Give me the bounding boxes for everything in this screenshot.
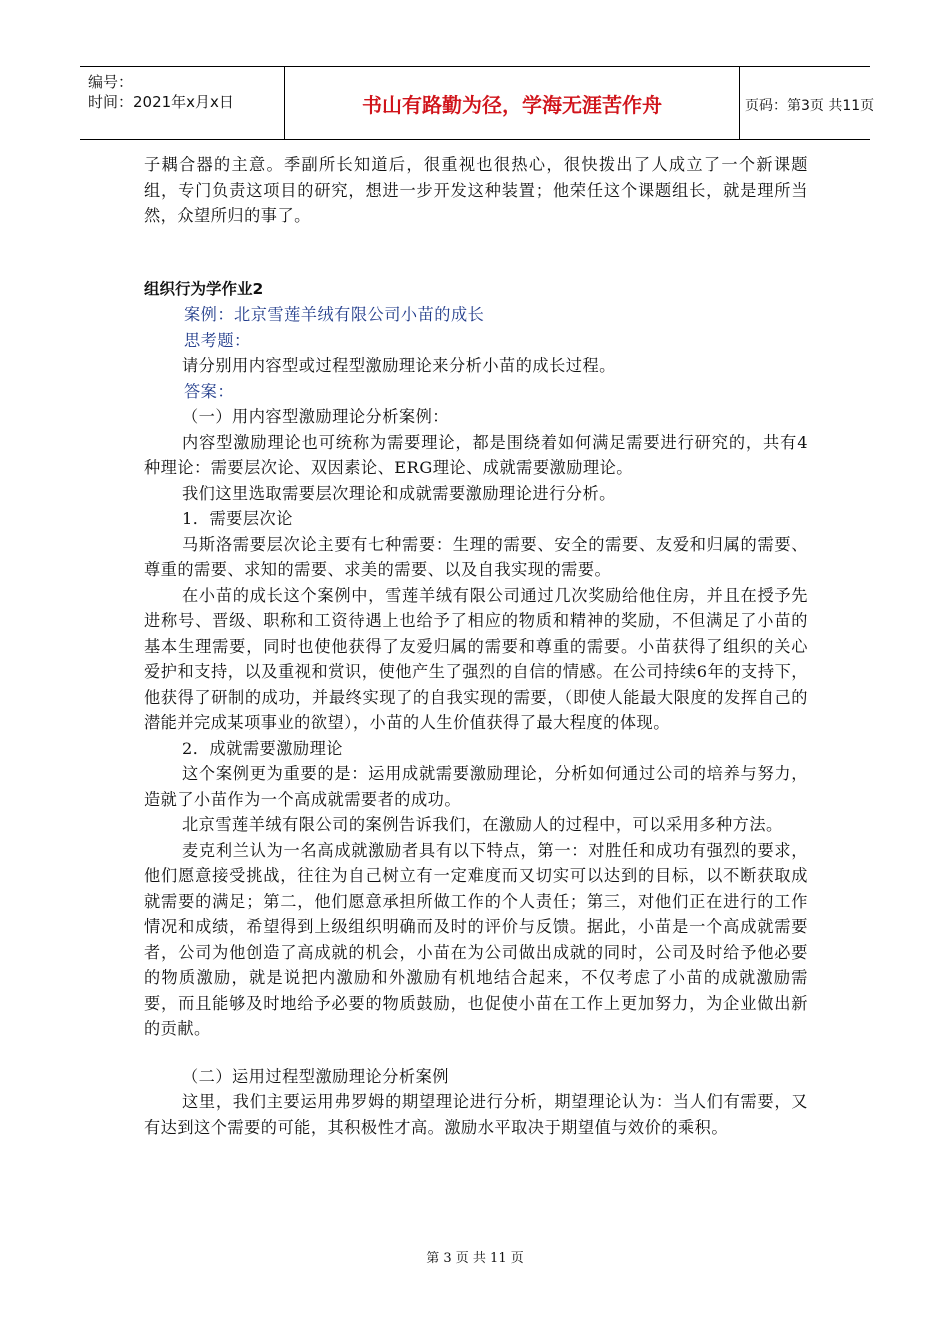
header-left-cell (80, 67, 284, 139)
paragraph-7: 麦克利兰认为一名高成就激励者具有以下特点，第一：对胜任和成功有强烈的要求，他们愿意接受挑战，往往为自己树立有一定难度而又切实可以达到的目标，以不断获取成就需要的满足；第二，他们愿意承担所做工作的个人责任；第三，对他们正在进行的工作情况和成绩，希望得到上级组织明确而及时的评价与反馈。据此，小苗是一个高成就需要者，公司为他创造了高成就的机会，小苗在为公司做出成就的同时，公司及时给予他必要的物质激励，就是说把内激励和外激励有机地结合起来，不仅考虑了小苗的成就激励需要，而且能够及时地给予必要的物质鼓励，也促使小苗在工作上更加努力，为企业做出新的贡献。 (144, 840, 808, 1038)
part2-heading: （二）运用过程型激励理论分析案例 (182, 1066, 449, 1086)
paragraph-4: 在小苗的成长这个案例中，雪莲羊绒有限公司通过几次奖励给他住房，并且在授予先进称号、晋级、职称和工资待遇上也给予了相应的物质和精神的奖励，不但满足了小苗的基本生理需要，同时也使他获得了友爱归属的需要和尊重的需要。小苗获得了组织的关心爱护和支持，以及重视和赏识，使他产生了强烈的自信的情感。在公司持续6年的支持下，他获得了研制的成功，并最终实现了的自我实现的需要，（即使人能最大限度的发挥自己的潜能并完成某项事业的欲望），小苗的人生价值获得了最大程度的体现。 (144, 585, 808, 732)
paragraph-2: 我们这里选取需要层次理论和成就需要激励理论进行分析。 (182, 483, 616, 503)
case-label: 案例：北京雪莲羊绒有限公司小苗的成长 (184, 305, 485, 324)
motto: 书山有路勤为径，学海无涯苦作舟 (362, 93, 662, 117)
header-table (80, 66, 875, 140)
time-label: 时间：2021年x月x日 (88, 93, 234, 111)
header-right-cell (739, 67, 875, 139)
paragraph-6: 北京雪莲羊绒有限公司的案例告诉我们，在激励人的过程中，可以采用多种方法。 (182, 815, 783, 834)
paragraph-3: 马斯洛需要层次论主要有七种需要：生理的需要、安全的需要、友爱和归属的需要、尊重的需要、求知的需要、求美的需要、以及自我实现的需要。 (144, 534, 808, 579)
subheading-1: 1．需要层次论 (182, 509, 293, 528)
paragraph-8: 这里，我们主要运用弗罗姆的期望理论进行分析，期望理论认为：当人们有需要，又有达到这个需要的可能，其积极性才高。激励水平取决于期望值与效价的乘积。 (144, 1092, 808, 1137)
continuation-paragraph: 子耦合器的主意。季副所长知道后，很重视也很热心，很快拨出了人成立了一个新课题组，专门负责这项目的研究，想进一步开发这种装置；他荣任这个课题组长，就是理所当然，众望所归的事了。 (144, 155, 808, 225)
header-center-cell (284, 67, 740, 139)
page-footer: 第 3 页 共 11 页 (426, 1251, 524, 1266)
page-number-label: 页码：第3页 共11页 (745, 98, 875, 114)
paragraph-1: 内容型激励理论也可统称为需要理论，都是围绕着如何满足需要进行研究的，共有4种理论：需要层次论、双因素论、ERG理论、成就需要激励理论。 (144, 432, 808, 477)
question-label: 思考题： (184, 330, 251, 350)
question-text: 请分别用内容型或过程型激励理论来分析小苗的成长过程。 (182, 356, 616, 375)
number-label: 编号： (88, 73, 134, 91)
paragraph-5: 这个案例更为重要的是：运用成就需要激励理论，分析如何通过公司的培养与努力，造就了小苗作为一个高成就需要者的成功。 (144, 764, 808, 809)
section-title: 组织行为学作业2 (144, 279, 264, 298)
answer-label: 答案： (184, 381, 235, 401)
document-body (144, 152, 808, 1140)
subheading-2: 2．成就需要激励理论 (182, 738, 343, 758)
part1-heading: （一）用内容型激励理论分析案例： (182, 407, 449, 426)
